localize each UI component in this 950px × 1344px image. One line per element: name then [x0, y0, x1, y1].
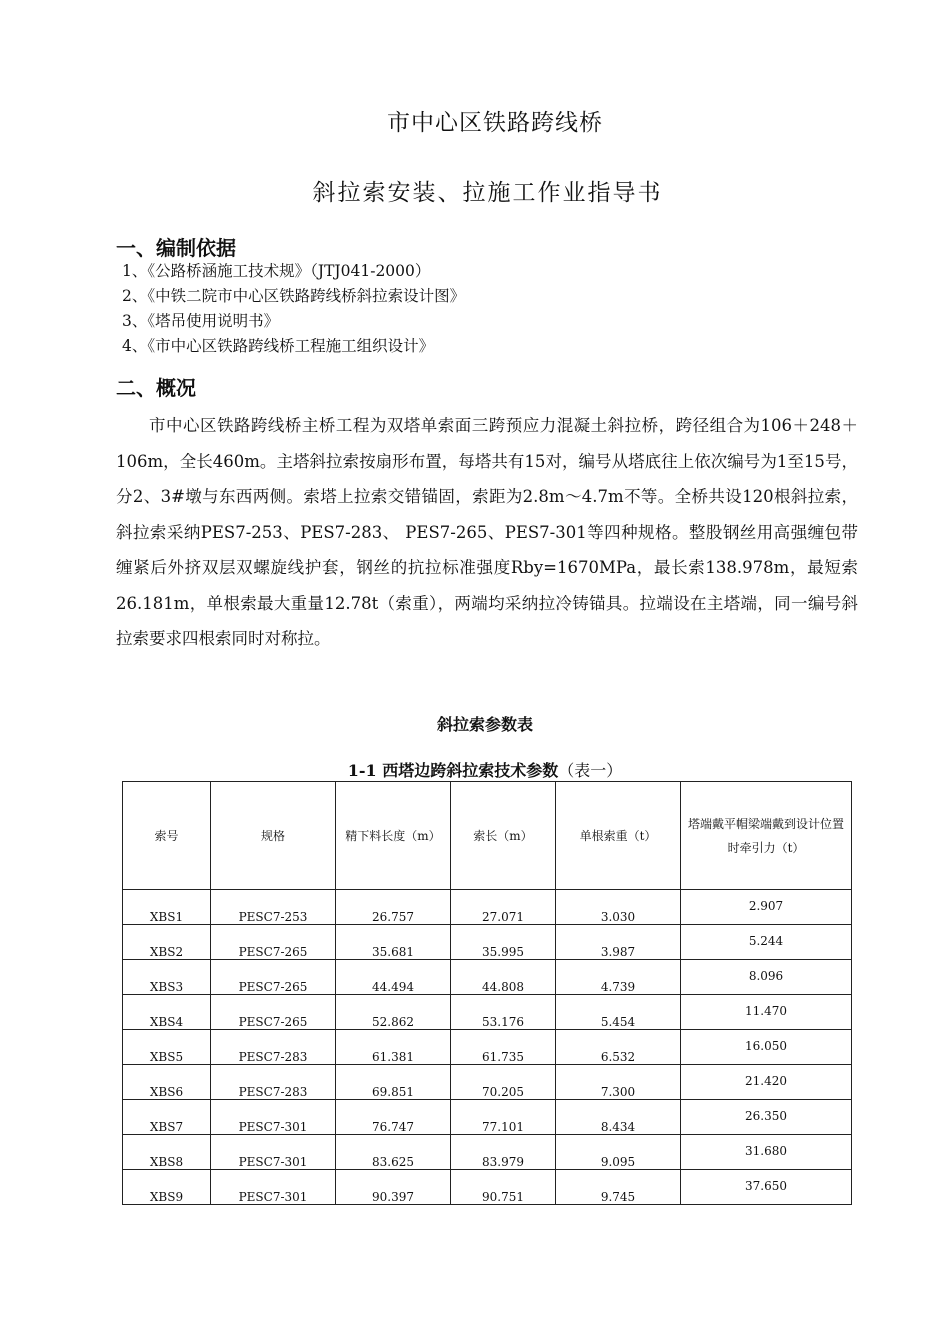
table-cell: 83.979 — [451, 1135, 556, 1170]
table-cell: 16.050 — [681, 1030, 852, 1065]
table-cell: 44.494 — [336, 960, 451, 995]
table-cell: 90.397 — [336, 1170, 451, 1205]
column-header: 规格 — [211, 782, 336, 890]
table-row — [123, 995, 852, 1030]
table-cell: 31.680 — [681, 1135, 852, 1170]
overview-text: 市中心区铁路跨线桥主桥工程为双塔单索面三跨预应力混凝土斜拉桥，跨径组合为106＋248＋106m，全长460m。主塔斜拉索按扇形布置，每塔共有15对，编号从塔底往上依次编号为1至15号，分2、3#墩与东西两侧。索塔上拉索交错锚固，索距为2.8m～4.7m不等。全桥共设120根斜拉索，斜拉索采纳PES7-253、PES7-283、 PES7-265、PES7-301等四种规格。整股钢丝用高强缠包带缠紧后外挤双层双螺旋线护套，钢丝的抗拉标准强度Rby=1670MPa，最长索138.978m，最短索26.181m，单根索最大重量12.78t（索重），两端均采纳拉冷铸锚具。拉端设在主塔端，同一编号斜拉索要求四根索同时对称拉。 — [116, 416, 858, 648]
table-header-row — [123, 782, 852, 890]
table-cell: 26.350 — [681, 1100, 852, 1135]
section-2-heading: 二、概况 — [116, 376, 196, 400]
table-cell: PESC7-301 — [211, 1135, 336, 1170]
table-cell: 8.434 — [556, 1100, 681, 1135]
table-row — [123, 925, 852, 960]
table-cell: XBS1 — [123, 890, 211, 925]
table-caption-main: 1-1 西塔边跨斜拉索技术参数 — [347, 761, 559, 780]
table-cell: 7.300 — [556, 1065, 681, 1100]
reference-item: 3、《塔吊使用说明书》 — [122, 312, 280, 330]
table-row — [123, 1100, 852, 1135]
document-title: 市中心区铁路跨线桥 — [387, 110, 603, 136]
reference-item: 2、《中铁二院市中心区铁路跨线桥斜拉索设计图》 — [122, 287, 466, 305]
table-cell: 8.096 — [681, 960, 852, 995]
table-row — [123, 1135, 852, 1170]
table-cell: 61.735 — [451, 1030, 556, 1065]
table-cell: XBS6 — [123, 1065, 211, 1100]
table-cell: PESC7-265 — [211, 995, 336, 1030]
table-cell: 35.995 — [451, 925, 556, 960]
table-cell: 53.176 — [451, 995, 556, 1030]
table-cell: 70.205 — [451, 1065, 556, 1100]
reference-item: 1、《公路桥涵施工技术规》（JTJ041-2000） — [122, 262, 431, 280]
table-cell: XBS8 — [123, 1135, 211, 1170]
table-cell: 5.244 — [681, 925, 852, 960]
table-cell: 61.381 — [336, 1030, 451, 1065]
section-1-heading: 一、编制依据 — [116, 236, 236, 260]
table-row — [123, 1030, 852, 1065]
table-cell: 11.470 — [681, 995, 852, 1030]
table-cell: 90.751 — [451, 1170, 556, 1205]
table-caption-note: （表一） — [558, 761, 623, 780]
table-cell: PESC7-283 — [211, 1030, 336, 1065]
column-header: 塔端戴平帽梁端戴到设计位置时牵引力（t） — [681, 782, 852, 890]
table-cell: 3.987 — [556, 925, 681, 960]
table-cell: PESC7-301 — [211, 1170, 336, 1205]
table-caption — [0, 758, 950, 781]
table-cell: 27.071 — [451, 890, 556, 925]
table-cell: 4.739 — [556, 960, 681, 995]
table-row — [123, 1170, 852, 1205]
table-cell: 26.757 — [336, 890, 451, 925]
table-cell: 83.625 — [336, 1135, 451, 1170]
table-cell: PESC7-265 — [211, 925, 336, 960]
table-cell: XBS7 — [123, 1100, 211, 1135]
column-header: 索号 — [123, 782, 211, 890]
overview-paragraph — [116, 408, 858, 657]
document-subtitle: 斜拉索安装、拉施工作业指导书 — [312, 180, 663, 206]
table-cell: XBS5 — [123, 1030, 211, 1065]
table-cell: PESC7-283 — [211, 1065, 336, 1100]
table-cell: 76.747 — [336, 1100, 451, 1135]
table-cell: 35.681 — [336, 925, 451, 960]
table-title: 斜拉索参数表 — [436, 715, 533, 734]
table-cell: 5.454 — [556, 995, 681, 1030]
table-cell: XBS2 — [123, 925, 211, 960]
table-row — [123, 890, 852, 925]
column-header: 索长（m） — [451, 782, 556, 890]
table-cell: XBS4 — [123, 995, 211, 1030]
table-cell: PESC7-301 — [211, 1100, 336, 1135]
table-cell: 6.532 — [556, 1030, 681, 1065]
table-cell: 69.851 — [336, 1065, 451, 1100]
table-cell: 21.420 — [681, 1065, 852, 1100]
column-header: 精下料长度（m） — [336, 782, 451, 890]
table-cell: 3.030 — [556, 890, 681, 925]
table-cell: XBS3 — [123, 960, 211, 995]
reference-item: 4、《市中心区铁路跨线桥工程施工组织设计》 — [122, 337, 435, 355]
table-cell: 2.907 — [681, 890, 852, 925]
table-cell: PESC7-265 — [211, 960, 336, 995]
table-cell: 44.808 — [451, 960, 556, 995]
table-cell: 52.862 — [336, 995, 451, 1030]
column-header: 单根索重（t） — [556, 782, 681, 890]
table-cell: XBS9 — [123, 1170, 211, 1205]
table-cell: 77.101 — [451, 1100, 556, 1135]
table-cell: 9.095 — [556, 1135, 681, 1170]
table-cell: PESC7-253 — [211, 890, 336, 925]
table-cell: 9.745 — [556, 1170, 681, 1205]
table-row — [123, 1065, 852, 1100]
table-row — [123, 960, 852, 995]
table-cell: 37.650 — [681, 1170, 852, 1205]
cable-parameter-table — [122, 781, 852, 1205]
